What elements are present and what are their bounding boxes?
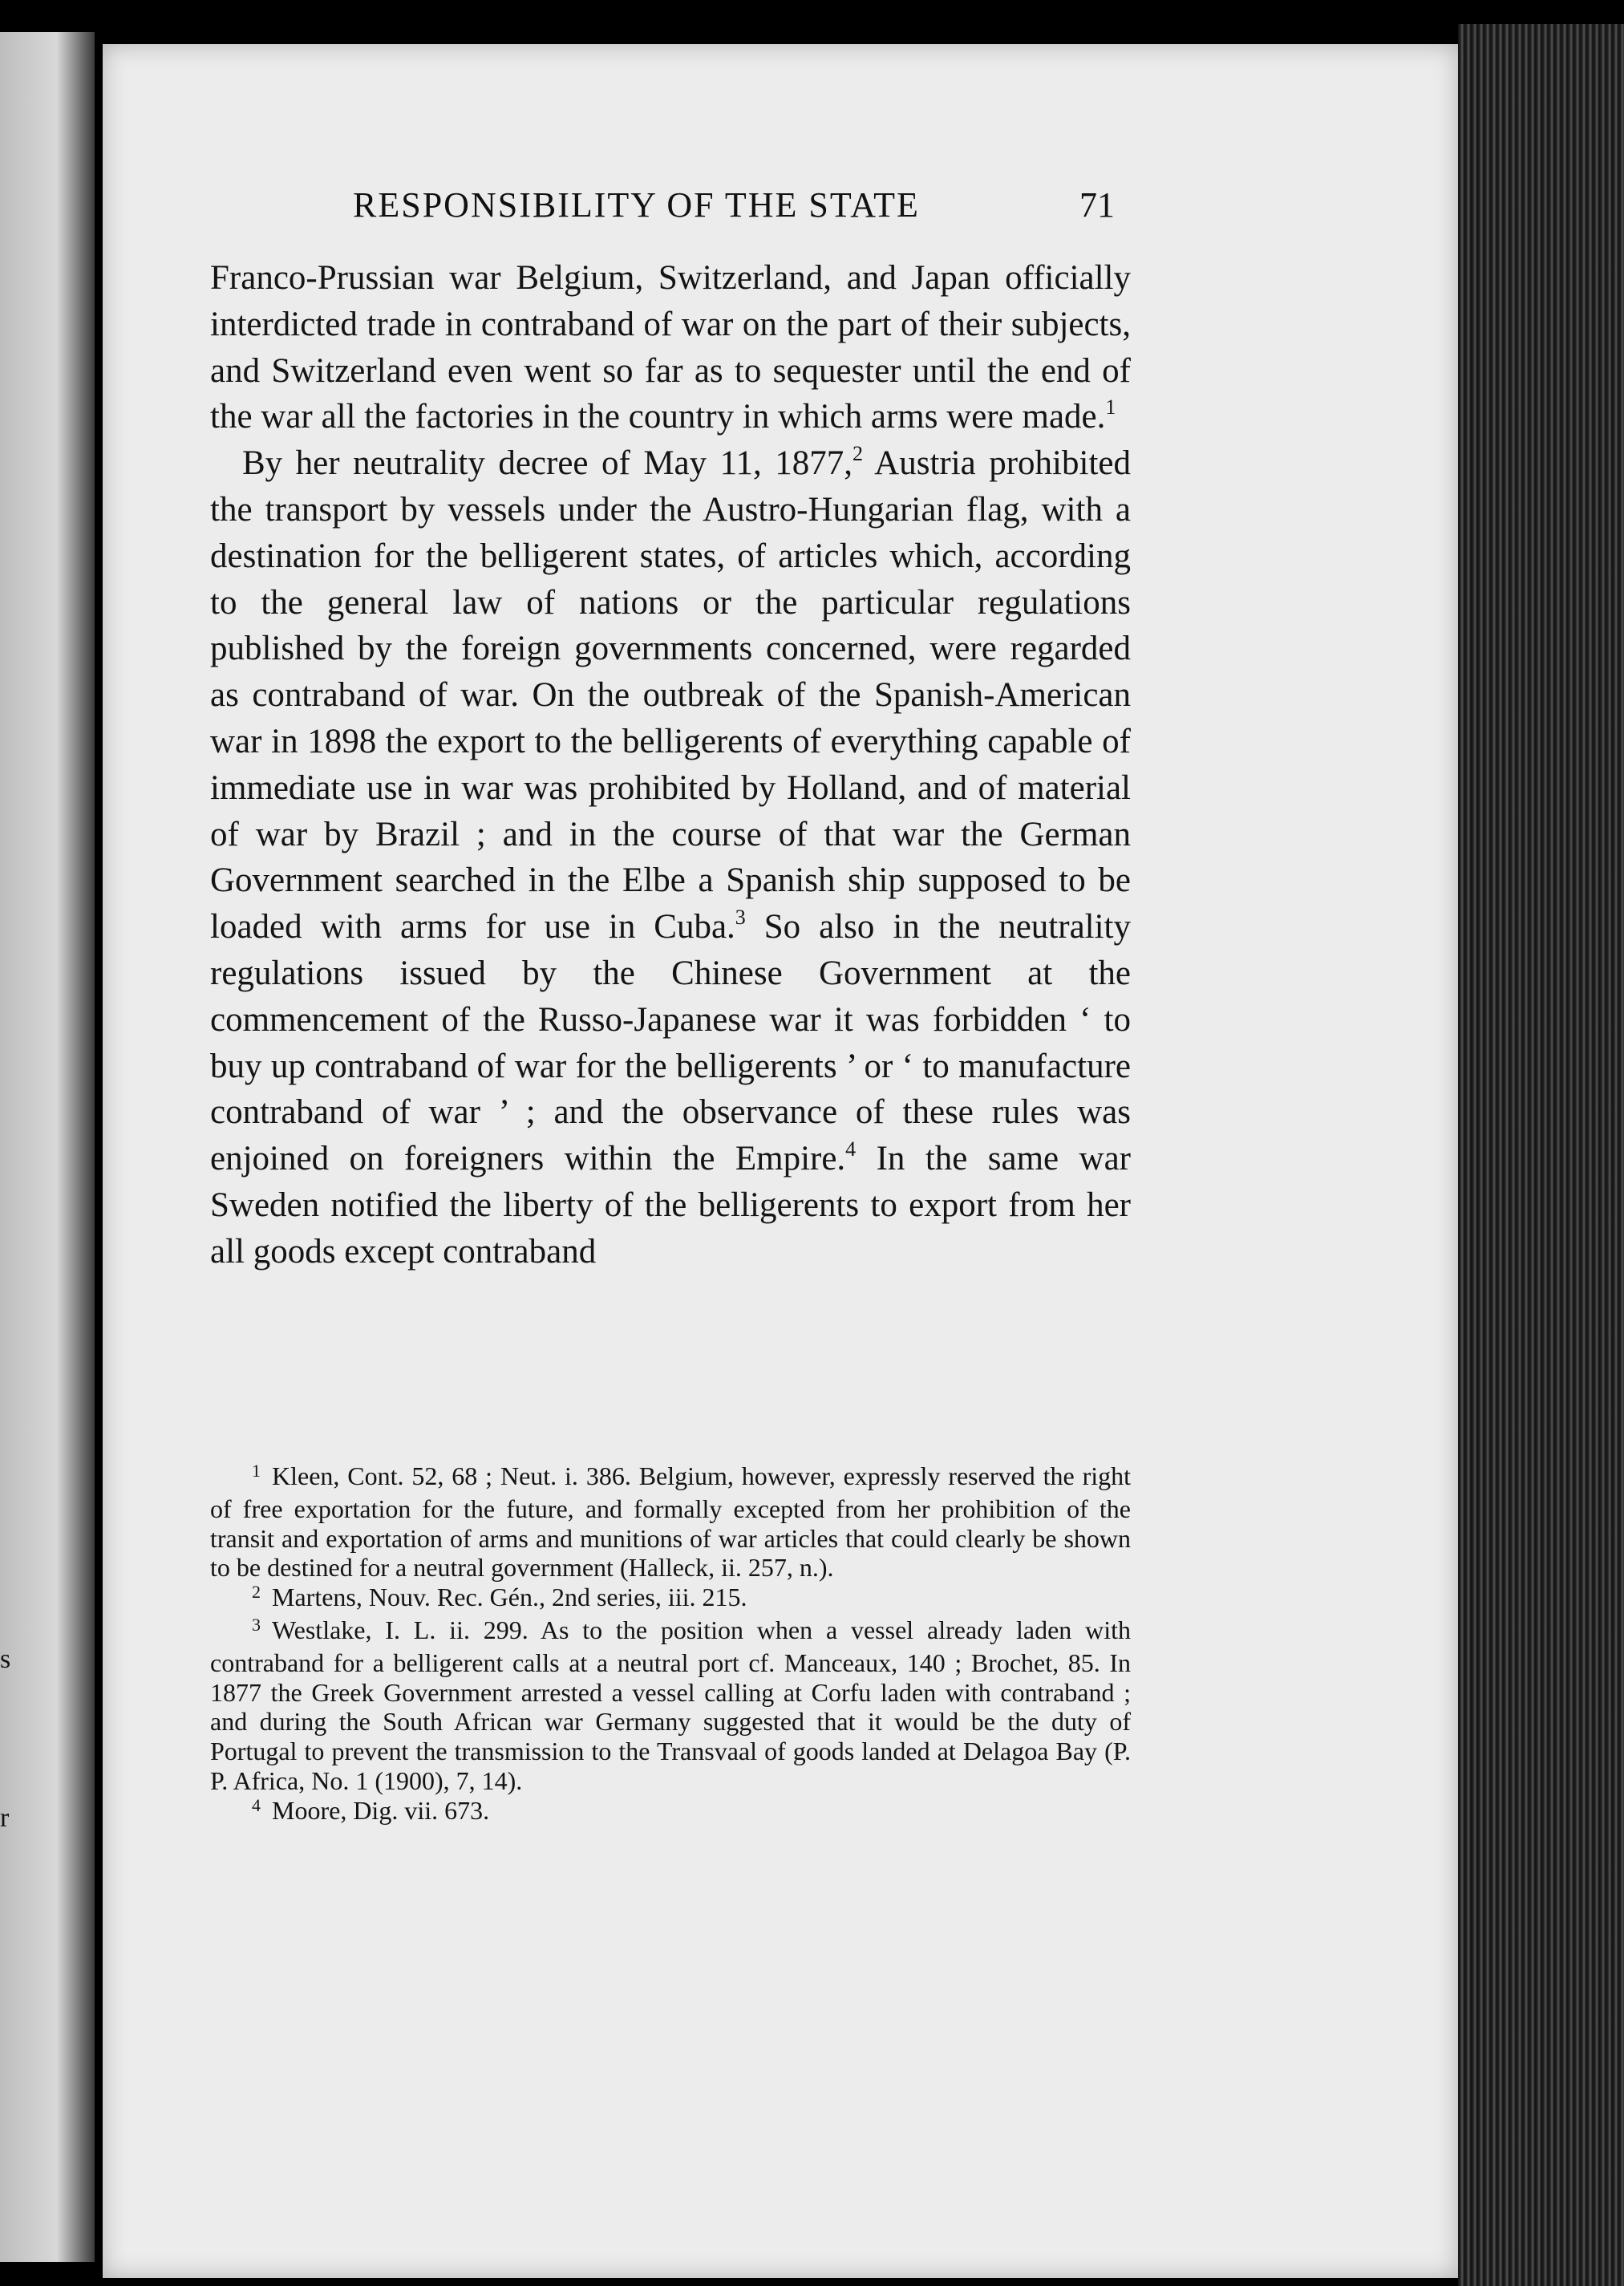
- running-title: RESPONSIBILITY OF THE STATE: [353, 185, 920, 225]
- footnote-mark: 3: [252, 1614, 261, 1635]
- body-text: [210, 255, 1131, 1275]
- footnote: [210, 1461, 1131, 1583]
- paragraph: [210, 255, 1131, 440]
- footnote-ref: 4: [845, 1137, 857, 1161]
- left-margin-mark: r: [0, 1803, 10, 1833]
- footnote-ref: 1: [1105, 395, 1116, 420]
- paragraph-text: Austria prohibited the transport by vessels under the Austro-Hungarian flag, with a destination for the belligerent states, of articles which, according to the general law of nations or the particular regulations published by the foreign governments concerned, were regarded as contraband of war. On the outbreak of the Spanish-American war in 1898 the export to the belligerents of everything capable of immediate use in war was prohibited by Holland, and of material of war by Brazil ; and in the course of that war the German Government searched in the Elbe a Spanish ship supposed to be loaded with arms for use in Cuba.: [210, 444, 1131, 946]
- paragraph-text: In the same war Sweden notified the liberty of the belligerents to export from her all goods except contraband: [210, 1140, 1131, 1271]
- footnote-text: Moore, Dig. vii. 673.: [272, 1795, 490, 1825]
- paragraph-text: So also in the neutrality regulations issued by the Chinese Government at the commencement of the Russo-Japanese war it was forbidden ‘ to buy up contraband of war for the belligerents ’ or ‘ to manufacture contraband of war ’ ; and the observance of these rules was enjoined on foreigners within the Empire.: [210, 908, 1131, 1178]
- footnote-ref: 2: [852, 441, 864, 465]
- footnote-text: Martens, Nouv. Rec. Gén., 2nd series, iii. 215.: [272, 1583, 747, 1612]
- footnote-ref: 3: [735, 905, 746, 929]
- footnote-mark: 4: [252, 1794, 261, 1815]
- footnote-text: Westlake, I. L. ii. 299. As to the position when a vessel already laden with contraband for a belligerent calls at a neutral port cf. Manceaux, 140 ; Brochet, 85. In 1877 the Greek Government arrested a vessel calling at Corfu laden with contraband ; and during the South African war Germany suggested that it would be the duty of Portugal to prevent the transmission to the Transvaal of goods landed at Delagoa Bay (P. P. Africa, No. 1 (1900), 7, 14).: [210, 1615, 1131, 1795]
- paragraph-text: Franco-Prussian war Belgium, Switzerland, and Japan officially interdicted trade in contraband of war on the part of their subjects, and Switzerland even went so far as to sequester until the end of the war all the factories in the country in which arms were made.: [210, 259, 1131, 436]
- footnote: [210, 1583, 1131, 1615]
- footnote: [210, 1796, 1131, 1829]
- footnote-text: Kleen, Cont. 52, 68 ; Neut. i. 386. Belgium, however, expressly reserved the right of free exportation for the future, and formally excepted from her prohibition of the transit and exportation of arms and munitions of war articles that could clearly be shown to be destined for a neutral government (Halleck, ii. 257, n.).: [210, 1461, 1131, 1583]
- page-number: 71: [1079, 185, 1115, 225]
- footnotes: [210, 1461, 1131, 1829]
- paragraph-text: By her neutrality decree of May 11, 1877,: [242, 444, 853, 483]
- left-book-strip: [0, 0, 96, 2286]
- footnote-mark: 2: [252, 1582, 261, 1603]
- book-fore-edge: [1458, 24, 1624, 2286]
- footnote: [210, 1615, 1131, 1796]
- footnote-mark: 1: [252, 1461, 261, 1481]
- paragraph: [210, 440, 1131, 1275]
- page-header: [353, 184, 1115, 233]
- left-margin-mark: s: [0, 1644, 11, 1674]
- left-page-edge: [0, 32, 95, 2262]
